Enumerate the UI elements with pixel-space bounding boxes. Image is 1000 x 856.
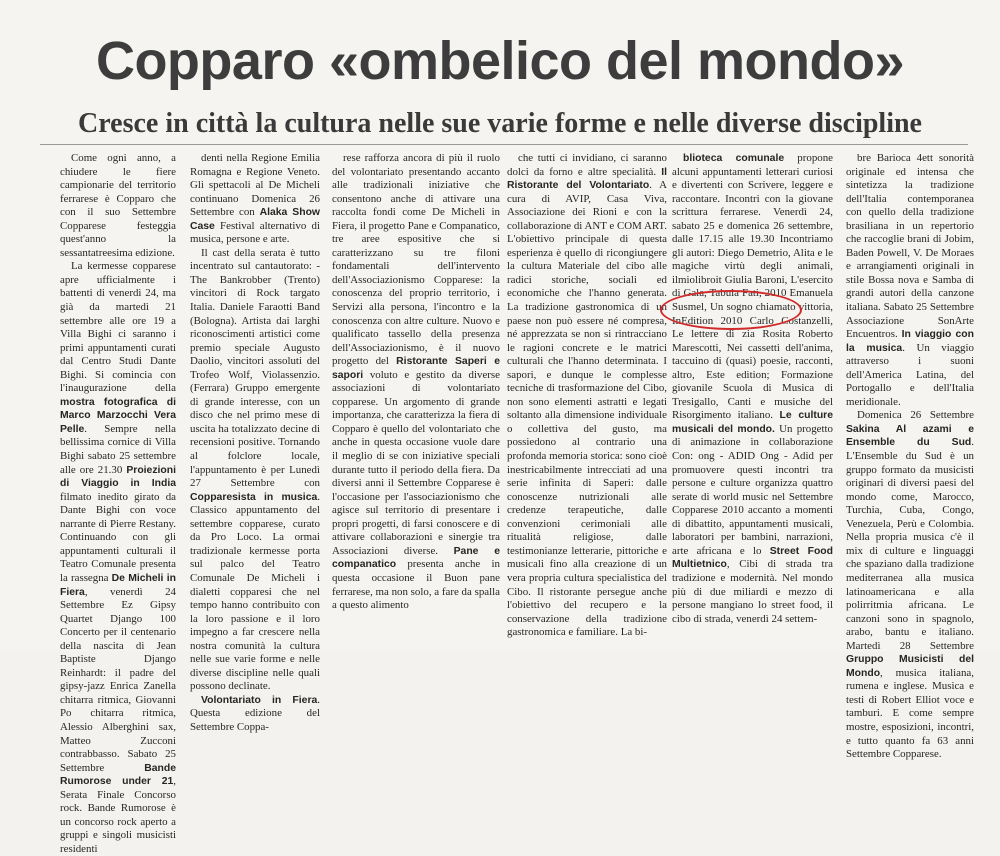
article-column-5 [672,152,833,628]
bold-event-title: Il Ristorante del Volontariato [507,166,667,192]
article-paragraph: Domenica 26 Settembre Sakina Al azami e Ensemble du Sud. L'Ensemble du Sud è un gruppo formato da musicisti originari di diversi paesi del mondo come, Marocco, Turchia, Cuba, Congo, Venezuela, Perù e Colombia. Nella propria musica c'è il mix di culture e linguaggi che spaziano dalla tradizione mediterranea alla musica latinoamericana e alla polirritmia africana. Le canzoni sono in spagnolo, arabo, bantu e italiano. Martedì 28 Settembre Gruppo Musicisti del Mondo, musica italiana, rumena e inglese. Musica e testi di Robert Elliot voce e tamburi. E come sempre mostre, esposizioni, incontri, e tutto quanto fa 63 anni Settembre Copparese. [846,409,974,761]
bold-event-title: Pane e companatico [332,545,500,571]
bold-event-title: Le culture musicali del mondo. [672,410,833,435]
bold-event-title: Copparesista in musica [190,491,318,503]
article-paragraph: che tutti ci invidiano, ci saranno dolci da forno e altre specialità. Il Ristorante del Volontariato. A cura di AVIP, Casa Viva, Associazione dei Rioni e con la collaborazione di ANT e COM ART. L'obiettivo principale di questa esperienza è quello di ricongiungere la cultura Materiale del cibo alle radici storiche, sociali ed economiche che l'hanno generata. La tradizione gastronomica di un paese non può essere né compresa, né apprezzata se non si rintracciano le ragioni concrete e le matrici culturali che l'hanno determinata. I sapori, e dunque le complesse tecniche di trasformazione del Cibo, non sono elementi astratti e legati soltanto alla dimensione individuale o collettiva del gusto, ma possiedono al contrario una profonda memoria storica: sono cioè inestricabilmente intrecciati ad una serie infinita di Saperi: dalle conoscenze nutrizionali alle credenze terapeutiche, dalle convenzioni cerimoniali alle ritualità religiose, dalle testimonianze letterarie, pittoriche e musicali fino alla creazione di un vera propria cultura specialistica del Cibo. Il ristorante persegue anche l'obiettivo del recupero e la conservazione della tradizione gastronomica e familiare. La bi- [507,152,668,639]
article-paragraph: denti nella Regione Emilia Romagna e Regione Veneto. Gli spettacoli al De Micheli continuano Domenica 26 Settembre con Alaka Show Case Festival alternativo di musica, persone e arte. [190,152,320,246]
bold-event-title: Volontariato in Fiera [201,694,318,706]
bold-event-title: De Micheli in Fiera [60,572,176,598]
bold-event-title: In viaggio con la musica [846,329,974,354]
article-column-4 [507,152,668,639]
article-paragraph: Il cast della serata è tutto incentrato sul cantautorato: - The Bankrobber (Trento) vincitori di Rock targato Italia. Daniele Faraotti Band (Bologna). Artista dai larghi riconoscimenti artistici come premio speciale Augusto Daolio, vincitori assoluti del Trofeo Wolf, Violassenzio. (Ferrara) Gruppo emergente di grande interesse, con un disco che nel primo mese di uscita ha totalizzato decine di recensioni positive. Tornando al folclore locale, l'appuntamento è per Lunedì 27 Settembre con Copparesista in musica. Classico appuntamento del settembre copparese, curato da Pro Loco. La ormai tradizionale kermesse porta sul palco del Teatro Comunale De Micheli i dialetti copparesi che nel tempo hanno contribuito con la loro passione e il loro impegno a far crescere nella nostra comunità la cultura nelle sue varie forme e nelle diverse discipline nelle quali possono declinate. [190,246,320,693]
subheadline: Cresce in città la cultura nelle sue varie forme e nelle diverse discipline [78,108,922,139]
bold-event-title: Ristorante Saperi e sapori [332,356,500,381]
bold-event-title: Proiezioni di Viaggio in India [60,464,176,490]
article-column-3 [332,152,500,628]
article-column-1 [60,152,176,855]
bold-event-title: Sakina Al azami e Ensemble du Sud [846,423,974,449]
article-paragraph: bre Barioca 4ett sonorità originale ed intensa che sintetizza la tradizione dell'Italia contemporanea con quello della tradizione brasiliana in un repertorio che raccoglie brani di Jobim, Baden Powell, V. De Moraes e arrangiamenti originali in stile Bossa nova e Samba di grandi autori della canzone italiana. Sabato 25 Settembre Associazione SonArte Encuentros. In viaggio con la musica. Un viaggio attraverso i suoni dell'America Latina, del Portogallo e dell'Italia meridionale. [846,152,974,408]
headline: Copparo «ombelico del mondo» [95,31,905,91]
bold-event-title: Alaka Show Case [190,207,320,232]
headline-divider [40,144,968,145]
bold-event-title: blioteca comunale [683,153,785,164]
article-paragraph: rese rafforza ancora di più il ruolo del volontariato presentando accanto alle tradizionali iniziative che consentono anche di attivare una raccolta fondi come De Micheli in Fiera, il progetto Pane e Companatico, tre aree espositive che si caratterizzano su tre filoni fondamentali dell'intervento dell'Associazionismo Copparese: la conoscenza del proprio territorio, i Servizi alla persona, l'incontro e la conoscenza con altre culture. Nuovo e qualificato tassello della presenza dell'Associazionismo, è il nuovo progetto del Ristorante Saperi e sapori voluto e gestito da diverse associazioni di volontariato copparese. Un argomento di grande importanza, che caratterizza la fiera di Copparo è quello del volontariato che anche in questa occasione vuole dare il meglio di se con iniziative speciali durante tutto il periodo della fiera. Da diversi anni il Settembre Copparese è l'occasione per l'associazionismo che agisce sul territorio di presentare i propri progetti, di farsi conoscere e di attivare collaborazioni e sinergie tra Associazioni diverse. Pane e companatico presenta anche in questa occasione il Buon pane ferrarese, ma non solo, a fare da spalla a questo alimento [332,152,500,612]
bold-event-title: Bande Rumorose under 21 [60,762,176,788]
article-paragraph: Volontariato in Fiera. Questa edizione del Settembre Coppa- [190,693,320,733]
bold-event-title: Gruppo Musicisti del Mondo [846,654,974,679]
red-highlight-circle [660,290,802,330]
article-paragraph: Come ogni anno, a chiudere le fiere campionarie del territorio ferrarese è Copparo che con il suo Settembre Copparese festeggia quest'anno la sessantatreesima edizione. [60,152,176,259]
article-paragraph: blioteca comunale propone alcuni appuntamenti letterari curiosi e divertenti con Scrivere, leggere e raccontare. Incontri con la giovane scrittura ferrarese. Venerdì 24, sabato 25 e domenica 26 settembre, dalle 17.15 alle 19.30 Incontriamo gli autori: Diego Demetrio, Alita e le magiche virtù degli animali, ilmiolibroit Giulia Baroni, L'esercito di Gala, Tabula Fati, 2010 Emanuela Susmel, Un sogno chiamato vittoria, InEdition 2010 Carlo Costanzelli, Le lettere di zia Rosita Roberto Marescotti, Nei cassetti dell'anima, taccuino di (quasi) poesie, racconti, altro, Este edition; Formazione giovanile Scuola di Musica di Tresigallo, Canti e musiche del Risorgimento italiano. Le culture musicali del mondo. Un progetto di animazione in collaborazione Con: ong - ADID Ong - Adid per promuovere questi incontri tra persone e culture organizza quattro serate di world music nel Settembre Copparese 2010 accanto a momenti di dibattito, appuntamenti musicali, laboratori per bambini, narrazioni, arte africana e lo Street Food Multietnico, Cibi di strada tra tradizione e modernità. Nel mondo più di due miliardi e mezzo di persone mangiano lo street food, il cibo di strada, venerdì 24 settem- [672,152,833,625]
article-column-2 [190,152,320,733]
article-column-6 [846,152,974,761]
article-paragraph: La kermesse copparese apre ufficialmente i battenti di venerdì 24, ma già da martedì 21 settembre alle ore 19 a Villa Bighi ci saranno i primi appuntamenti curati dal Centro Studi Dante Bighi. Si comincia con l'inaugurazione della mostra fotografica di Marco Marzocchi Vera Pelle. Sempre nella bellissima cornice di Villa Bighi sabato 25 settembre alle ore 21.30 Proiezioni di Viaggio in India filmato inedito girato da Dante Bighi con voce narrante di Pierre Restany. Continuando con gli appuntamenti culturali il Teatro Comunale presenta la rassegna De Micheli in Fiera, venerdì 24 Settembre Ez Gipsy Quartet Django 100 Concerto per il centenario della nascita di Jean Baptiste Django Reinhardt: il padre del gipsy-jazz Enrica Zanella chitarra ritmica, Giovanni Po chitarra ritmica, Alessio Alberghini sax, Matteo Zucconi contrabbasso. Sabato 25 Settembre Bande Rumorose under 21, Serata Finale Concorso rock. Bande Rumorose è un concorso rock aperto a gruppi e singoli musicisti residenti [60,260,176,855]
bold-event-title: mostra fotografica di Marco Marzocchi Vera Pelle [60,396,176,435]
bold-event-title: Street Food Multietnico [672,545,833,571]
